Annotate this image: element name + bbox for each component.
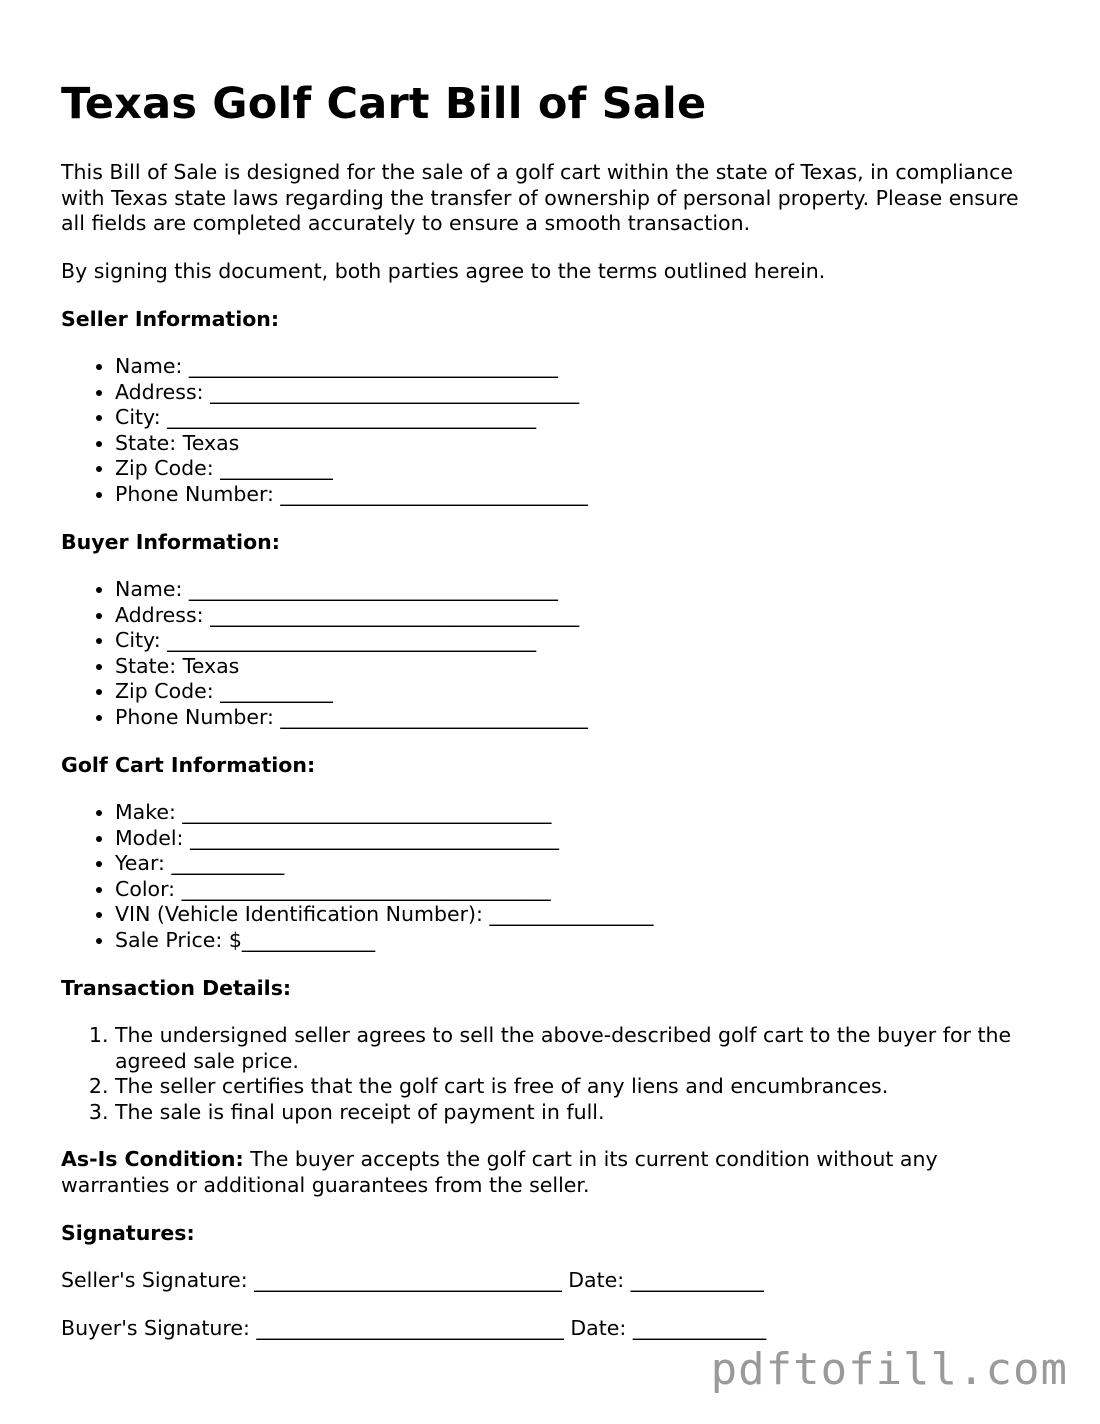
document-page (61, 78, 1041, 1363)
buyer-phone-field[interactable]: • Phone Number: ______________________________ (115, 705, 1041, 731)
seller-address-field[interactable]: • Address: ____________________________________ (115, 380, 1041, 406)
signatures-heading: Signatures: (61, 1221, 195, 1245)
as-is-paragraph (61, 1147, 1041, 1198)
seller-signature-line[interactable]: Seller's Signature: ______________________________ Date: _____________ (61, 1268, 764, 1292)
agreement-paragraph: By signing this document, both parties agree to the terms outlined herein. (61, 258, 826, 283)
intro-paragraph: This Bill of Sale is designed for the sale of a golf cart within the state of Texas, in compliance with Texas state laws regarding the transfer of ownership of personal property. Please ensure all fields are completed accurately to ensure a smooth transaction. (61, 160, 1019, 235)
cart-year-field[interactable]: • Year: ___________ (115, 851, 1041, 877)
buyer-signature-line[interactable]: Buyer's Signature: ______________________________ Date: _____________ (61, 1315, 767, 1340)
buyer-zip-field[interactable]: • Zip Code: ___________ (115, 679, 1041, 705)
buyer-name-field[interactable]: • Name: ____________________________________ (115, 577, 1041, 603)
transaction-term: 1. The undersigned seller agrees to sell the above-described golf cart to the buyer for the agreed sale price. (115, 1023, 1041, 1074)
seller-phone-field[interactable]: • Phone Number: ______________________________ (115, 482, 1041, 508)
seller-city-field[interactable]: • City: ____________________________________ (115, 405, 1041, 431)
seller-heading: Seller Information: (61, 307, 280, 331)
seller-name-field[interactable]: • Name: ____________________________________ (115, 354, 1041, 380)
cart-vin-field[interactable]: • VIN (Vehicle Identification Number): ________________ (115, 902, 1041, 928)
transaction-heading: Transaction Details: (61, 976, 292, 1000)
cart-color-field[interactable]: • Color: ____________________________________ (115, 877, 1041, 903)
seller-state-field: • State: Texas (115, 431, 1041, 457)
watermark: pdftofill.com (710, 1344, 1068, 1395)
transaction-list (61, 1023, 1041, 1125)
transaction-term: 2. The seller certifies that the golf cart is free of any liens and encumbrances. (115, 1074, 1041, 1100)
buyer-address-field[interactable]: • Address: ____________________________________ (115, 603, 1041, 629)
cart-make-field[interactable]: • Make: ____________________________________ (115, 800, 1041, 826)
as-is-label: As-Is Condition: (61, 1147, 244, 1171)
as-is-text: The buyer accepts the golf cart in its current condition without any warranties or additional guarantees from the seller. (61, 1147, 938, 1197)
buyer-list (61, 577, 1041, 730)
seller-zip-field[interactable]: • Zip Code: ___________ (115, 456, 1041, 482)
buyer-state-field: • State: Texas (115, 654, 1041, 680)
cart-list (61, 800, 1041, 953)
buyer-city-field[interactable]: • City: ____________________________________ (115, 628, 1041, 654)
transaction-term: 3. The sale is final upon receipt of payment in full. (115, 1100, 1041, 1126)
cart-model-field[interactable]: • Model: ____________________________________ (115, 826, 1041, 852)
document-title: Texas Golf Cart Bill of Sale (61, 79, 707, 129)
cart-price-field[interactable]: • Sale Price: $_____________ (115, 928, 1041, 954)
seller-list (61, 354, 1041, 507)
buyer-heading: Buyer Information: (61, 530, 280, 554)
cart-heading: Golf Cart Information: (61, 753, 316, 777)
